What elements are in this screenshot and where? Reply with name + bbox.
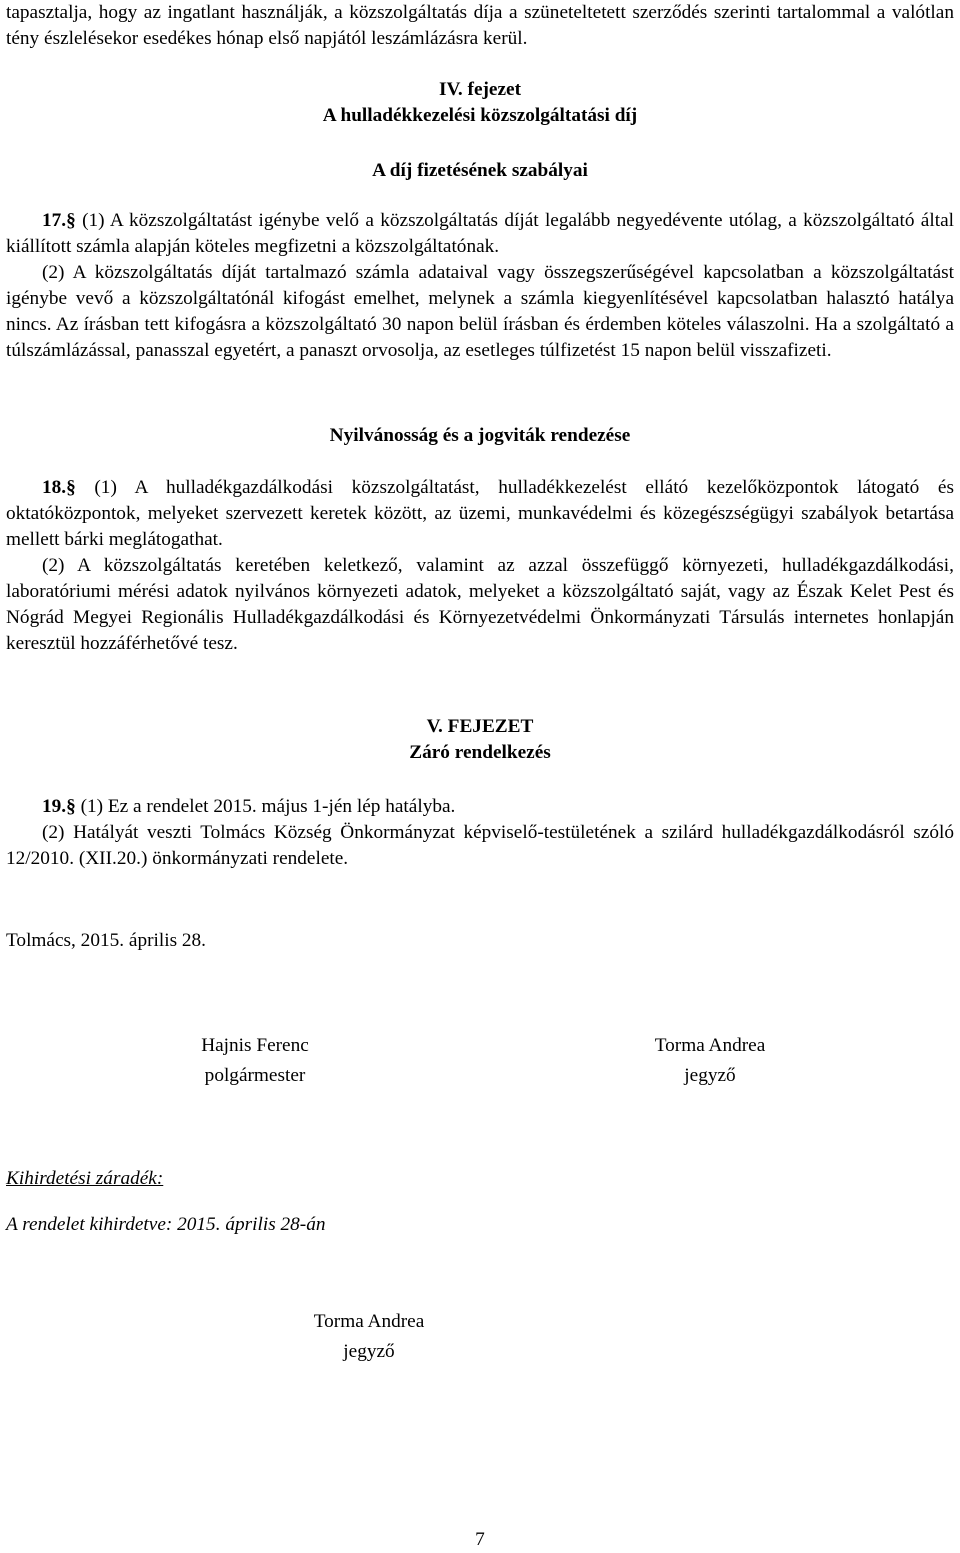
intro-continuation: tapasztalja, hogy az ingatlant használják, a közszolgáltatás díja a szüneteltetett szerződés szerinti tartalommal a valótlan tény észlelésekor esedékes hónap első napjától leszámlázásra kerül. [6,2,954,49]
mayor-signature [170,1031,340,1091]
chapter-title: A hulladékkezelési közszolgáltatási díj [322,105,638,126]
signer-name: Torma Andrea [313,1311,425,1332]
para-text: (1) A közszolgáltatást igénybe velő a közszolgáltatás díját legalább negyedévente utólag, a közszolgáltató által kiállított számla alapján köteles megfizetni a közszolgáltatónak. [6,210,954,257]
chapter-4-heading [6,77,954,129]
notary-signature [625,1031,795,1091]
para-18-subsection-2: (2) A közszolgáltatás keretében keletkező, valamint az azzal összefüggő környezeti, hulladékgazdálkodási, laboratóriumi mérési adatok nyilvános környezeti adatok, melyeket a közszolgáltató saját, vagy az Észak Kelet Pest és Nógrád Megyei Regionális Hulladékgazdálkodási és Környezetvédelmi Önkormányzati Társulás internetes honlapján keresztül hozzáférhetővé tesz. [6,555,954,654]
chapter-title: Záró rendelkezés [409,742,551,763]
section-sign: § [66,210,76,231]
announcement-signature [284,1307,454,1367]
para-number: 17. [42,210,67,231]
section-sign: § [66,796,76,817]
paragraph-18 [6,475,954,657]
para-18-subsection-1 [6,475,954,553]
para-19-subsection-2: (2) Hatályát veszti Tolmács Község Önkormányzat képviselő-testületének a szilárd hulladékgazdálkodásról szóló 12/2010. (XII.20.) önkormányzati rendelete. [6,822,954,869]
chapter-5-heading [6,714,954,766]
para-text: (1) Ez a rendelet 2015. május 1-jén lép hatályba. [80,796,456,817]
paragraph-19 [6,794,954,872]
para-number: 19. [42,796,67,817]
section-title: A díj fizetésének szabályai [372,160,588,181]
section-sign: § [66,477,76,498]
para-17-subsection-2: (2) A közszolgáltatás díját tartalmazó számla adataival vagy összegszerűségével kapcsolatban a közszolgáltatást igénybe vevő a közszolgáltatónál kifogást emelhet, melynek a számla kiegyenlítésével kapcsolatban halasztó hatálya nincs. Az írásban tett kifogásra a közszolgáltató 30 napon belül írásban és érdemben köteles válaszolni. Ha a szolgáltató a túlszámlázással, panasszal egyetért, a panaszt orvosolja, az esetleges túlfizetést 15 napon belül visszafizeti. [6,262,954,361]
notary-name: Torma Andrea [654,1035,766,1056]
signer-title: jegyző [343,1341,395,1362]
mayor-name: Hajnis Ferenc [201,1035,309,1056]
section-title-publicity: Nyilvánosság és a jogviták rendezése [329,425,631,446]
para-19-subsection-1 [6,794,954,820]
place-and-date: Tolmács, 2015. április 28. [6,930,207,951]
para-17-subsection-1 [6,208,954,260]
para-text: (1) A hulladékgazdálkodási közszolgáltatást, hulladékkezelést ellátó kezelőközpontok látogató és oktatóközpontok, melyeket szervezett keretek között, az üzemi, munkavédelmi és közegészségügyi szabályok betartása mellett bárki meglátogathat. [6,477,954,550]
paragraph-17 [6,208,954,364]
announcement-text: A rendelet kihirdetve: 2015. április 28-án [6,1214,326,1235]
mayor-title: polgármester [204,1065,306,1086]
chapter-number: IV. fejezet [438,79,522,100]
announcement-heading: Kihirdetési záradék: [6,1168,164,1189]
para-number: 18. [42,477,67,498]
chapter-number: V. FEJEZET [426,716,534,737]
page-number: 7 [475,1529,485,1550]
notary-title: jegyző [684,1065,736,1086]
